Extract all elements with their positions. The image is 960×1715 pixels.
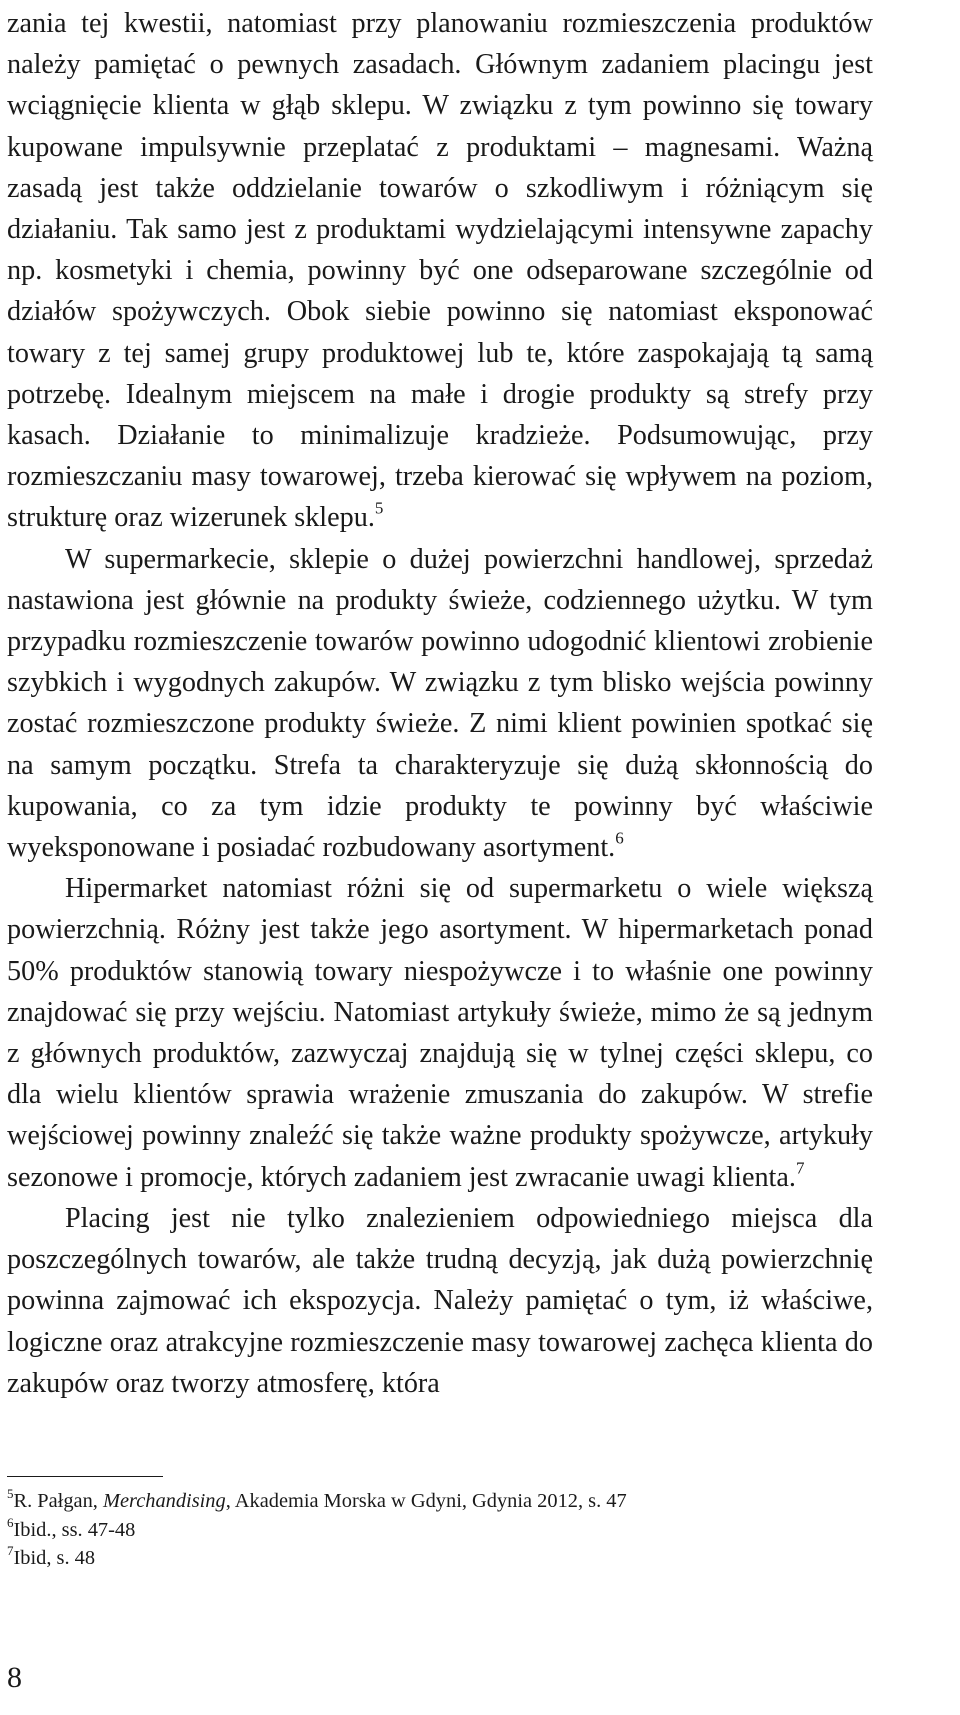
footnote-text: Ibid., ss. 47-48 <box>13 1518 136 1541</box>
footnote-number: 7 <box>7 1543 14 1559</box>
paragraph-text: Placing jest nie tylko znalezieniem odpowiedniego miejsca dla poszczególnych towarów, ale także trudną decyzją, jak dużą powierzchnię powinna zajmować ich ekspozycja. Należy pamiętać o tym, iż właściwe, logiczne oraz atrakcyjne rozmieszczenie masy towarowej zachęca klienta do zakupów oraz tworzy atmosferę, która <box>7 1202 873 1399</box>
footnote-text-rest: , Akademia Morska w Gdyni, Gdynia 2012, s. 47 <box>225 1490 627 1512</box>
paragraph-placing-definition <box>7 1198 873 1404</box>
footnote-separator <box>7 1476 163 1477</box>
paragraph-placing-rules <box>7 3 873 539</box>
footnote-number: 5 <box>7 1485 14 1501</box>
paragraph-text: W supermarkecie, sklepie o dużej powierzchni handlowej, sprzedaż nastawiona jest głównie na produkty świeże, codziennego użytku. W tym przypadku rozmieszczenie towarów powinno udogodnić klientowi zrobienie szybkich i wygodnych zakupów. W związku z tym blisko wejścia powinny zostać rozmieszczone produkty świeże. Z nimi klient powinien spotkać się na samym początku. Strefa ta charakteryzuje się dużą skłonnością do kupowania, co za tym idzie produkty te powinny być właściwie wyeksponowane i posiadać rozbudowany asortyment. <box>7 543 873 864</box>
footnote-reference: 6 <box>615 828 624 848</box>
page-body <box>7 0 873 1404</box>
footnote-5 <box>7 1487 873 1516</box>
footnote-6 <box>7 1516 873 1545</box>
paragraph-hypermarket <box>7 868 873 1198</box>
footnote-reference: 5 <box>374 498 384 518</box>
paragraph-text: Hipermarket natomiast różni się od supermarketu o wiele większą powierzchnią. Różny jest także jego asortyment. W hipermarketach ponad 50% produktów stanowią towary niespożywcze i to właśnie one powinny znajdować się przy wejściu. Natomiast artykuły świeże, mimo że są jednym z głównych produktów, zazwyczaj znajdują się w tylnej części sklepu, co dla wielu klientów sprawia wrażenie zmuszania do zakupów. W strefie wejściowej powinny znaleźć się także ważne produkty spożywcze, artykuły sezonowe i promocje, których zadaniem jest zwracanie uwagi klienta. <box>7 873 873 1193</box>
paragraph-supermarket <box>7 539 873 869</box>
page-number: 8 <box>7 1661 22 1694</box>
footnote-7 <box>7 1544 873 1573</box>
paragraph-text: zania tej kwestii, natomiast przy planowaniu rozmieszczenia produktów należy pamiętać o pewnych zasadach. Głównym zadaniem placingu jest wciągnięcie klienta w głąb sklepu. W związku z tym powinno się towary kupowane impulsywnie przeplatać z produktami – magnesami. Ważną zasadą jest także oddzielanie towarów o szkodliwym i różniącym się działaniu. Tak samo jest z produktami wydzielającymi intensywne zapachy np. kosmetyki i chemia, powinny być one odseparowane szczególnie od działów spożywczych. Obok siebie powinno się natomiast eksponować towary z tej samej grupy produktowej lub te, które zaspokajają tą samą potrzebę. Idealnym miejscem na małe i drogie produkty są strefy przy kasach. Działanie to minimalizuje kradzieże. Podsumowując, przy rozmieszczaniu masy towarowej, trzeba kierować się wpływem na poziom, strukturę oraz wizerunek sklepu. <box>7 8 873 534</box>
footnotes-section <box>7 1476 873 1573</box>
footnote-text: R. Pałgan, <box>13 1490 103 1512</box>
footnote-number: 6 <box>7 1514 14 1530</box>
footnote-text: Ibid, s. 48 <box>13 1547 96 1570</box>
footnote-title: Merchandising <box>103 1490 226 1512</box>
footnote-reference: 7 <box>795 1157 805 1177</box>
